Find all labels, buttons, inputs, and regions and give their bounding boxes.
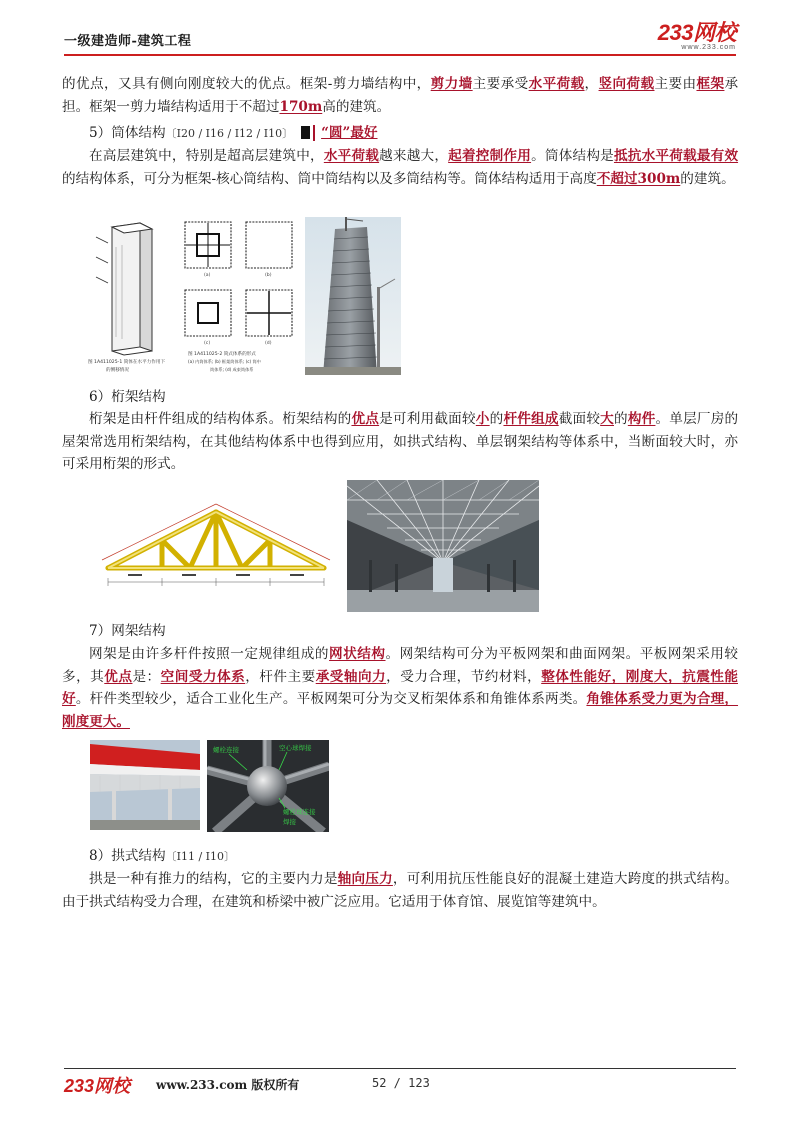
- section-heading-truss: 6）桁架结构: [89, 389, 166, 405]
- photo-label-bolt-1: 螺栓连接: [213, 746, 239, 754]
- fig1-caption-line1: 图 1A411025-1 筒体在水平力作用下: [88, 360, 166, 365]
- keyword: 杆件组成: [503, 411, 559, 427]
- fig2-label-a: (a): [204, 273, 211, 278]
- photo-label-weld: 焊接: [283, 818, 296, 826]
- footer-logo[interactable]: 233网校: [64, 1076, 131, 1096]
- square-marker-icon: [301, 126, 310, 139]
- text: 高的建筑。: [322, 98, 391, 115]
- skyscraper-photo: [305, 217, 401, 375]
- header-title: 一级建造师-建筑工程: [64, 34, 192, 49]
- canopy-photo: [90, 740, 200, 830]
- fig2-label-c: (c): [204, 341, 211, 346]
- photo-label-bolt-ball: 螺栓球连接: [283, 808, 316, 816]
- text: 的: [614, 411, 628, 427]
- keyword: 网状结构: [329, 646, 386, 662]
- tube-forms-diagram: [180, 217, 296, 377]
- exam-tag: 〔Ⅰ11 / Ⅰ10〕: [165, 850, 236, 863]
- text: ，: [584, 76, 599, 92]
- keyword: 水平荷载: [528, 76, 585, 92]
- photo-truss-roof-interior: [347, 480, 539, 612]
- text: 主要由: [654, 76, 697, 92]
- figure-tube-deformation: [86, 217, 178, 377]
- keyword: 承受轴向力: [315, 668, 387, 685]
- paragraph-truss: [62, 408, 738, 476]
- roof-truss-diagram: [98, 500, 334, 596]
- header-logo-sub: www.233.com: [681, 44, 736, 51]
- text: ，杆件主要: [245, 668, 316, 685]
- text: 的建筑。: [680, 170, 735, 187]
- keyword: 角锥体系受力更为合理，刚度更大。: [62, 691, 739, 730]
- text: 是可利用截面较: [379, 411, 476, 427]
- keyword: 不超过300m: [596, 170, 681, 187]
- header-logo[interactable]: [658, 22, 736, 51]
- text: 截面较: [558, 411, 601, 427]
- keyword: 整体性能好，刚度大，抗震性能好: [62, 668, 738, 707]
- fig1-caption-line2: 的侧移情况: [106, 368, 129, 373]
- keyword: 抵抗水平荷载最有效: [613, 148, 739, 164]
- keyword: 竖向荷载: [598, 76, 655, 92]
- text: 的: [489, 411, 504, 427]
- heading-text: 5）筒体结构: [89, 125, 166, 141]
- keyword: 起着控制作用: [448, 148, 532, 164]
- section-heading-tube: [89, 122, 378, 146]
- ball-joint-photo: [207, 740, 329, 832]
- text: ，可利用抗压性能良好的混凝土建造大跨度的拱式结构。由于拱式结构受力合理，在建筑和桥梁中被广泛应用。它适用于体育馆、展览馆等建筑中。: [62, 871, 739, 910]
- keyword: 轴向压力: [337, 871, 393, 887]
- keyword: 水平荷载: [323, 148, 380, 164]
- photo-label-hollow-ball: 空心球焊接: [279, 744, 312, 752]
- photo-skyscraper-construction: [305, 217, 401, 375]
- keyword: 优点: [104, 668, 133, 685]
- figure-tube-forms: [180, 217, 296, 377]
- section-heading-grid: 7）网架结构: [89, 623, 166, 639]
- figure-roof-truss: [98, 500, 334, 596]
- keyword: 170m: [279, 98, 323, 115]
- photo-ball-joint: [207, 740, 329, 832]
- fig2-label-b: (b): [265, 273, 272, 278]
- page-number: 52 / 123: [372, 1076, 430, 1090]
- text: 。单层厂房的屋架常选用桁架结构，在其他结构体系中也得到应用，如拱式结构、单层钢架结构等体系中，当断面较大时，亦可采用桁架的形式。: [62, 411, 739, 472]
- heading-text: 8）拱式结构: [89, 848, 166, 864]
- margin-note: “圆”最好: [313, 125, 377, 141]
- keyword: 框架: [696, 76, 725, 92]
- paragraph-frame-shearwall: [62, 73, 738, 118]
- text: 承担。框架一剪力墙结构适用于不超过: [62, 76, 739, 115]
- tube-deformation-diagram: [86, 217, 178, 377]
- footer-copyright: www.233.com 版权所有: [156, 1078, 300, 1092]
- keyword: 大: [600, 411, 614, 427]
- keyword: 剪力墙: [430, 76, 473, 92]
- text: 的结构体系，可分为框架-核心筒结构、筒中筒结构以及多筒结构等。筒体结构适用于高度: [62, 170, 597, 187]
- text: 的优点，又具有侧向刚度较大的优点。框架-剪力墙结构中，: [62, 76, 431, 92]
- fig2-caption-line2: (a) 内筒体系; (b) 框架筒体系; (c) 筒中: [188, 359, 261, 364]
- section-heading-arch: [89, 845, 235, 869]
- keyword: 优点: [351, 411, 380, 427]
- fig2-caption-line1: 图 1A411025-2 筒式体系的形式: [188, 352, 256, 357]
- text: 桁架是由杆件组成的结构体系。桁架结构的: [89, 411, 352, 427]
- footer-divider: [64, 1068, 736, 1069]
- keyword: 小: [475, 411, 490, 427]
- photo-gas-station-canopy: [90, 740, 200, 830]
- header-logo-main: 233网校: [657, 20, 736, 45]
- fig2-caption-line3: 筒体系; (d) 成束筒体系: [210, 367, 254, 372]
- paragraph-grid: [62, 643, 738, 733]
- text: 拱是一种有推力的结构，它的主要内力是: [89, 871, 338, 887]
- text: 网架是由许多杆件按照一定规律组成的: [89, 646, 330, 662]
- text: 。筒体结构是: [531, 148, 614, 164]
- keyword: 空间受力体系: [160, 668, 246, 685]
- text: 。杆件类型较少，适合工业化生产。平板网架可分为交叉桁架体系和角锥体系两类。: [75, 691, 587, 707]
- text: 主要承受: [472, 76, 529, 92]
- text: 越来越大，: [379, 148, 449, 164]
- paragraph-tube: [62, 145, 738, 190]
- text: 是：: [132, 668, 161, 685]
- exam-tag: 〔Ⅰ20 / Ⅰ16 / Ⅰ12 / Ⅰ10〕: [165, 127, 294, 140]
- keyword: 构件: [627, 411, 656, 427]
- text: 。网架结构可分为平板网架和曲面网架。平板网架采用较多，其: [62, 646, 739, 685]
- text: 在高层建筑中，特别是超高层建筑中，: [89, 148, 324, 164]
- truss-roof-photo: [347, 480, 539, 612]
- header-divider: [64, 54, 736, 56]
- text: ，受力合理，节约材料，: [386, 668, 542, 685]
- fig2-label-d: (d): [265, 341, 272, 346]
- paragraph-arch: [62, 868, 738, 913]
